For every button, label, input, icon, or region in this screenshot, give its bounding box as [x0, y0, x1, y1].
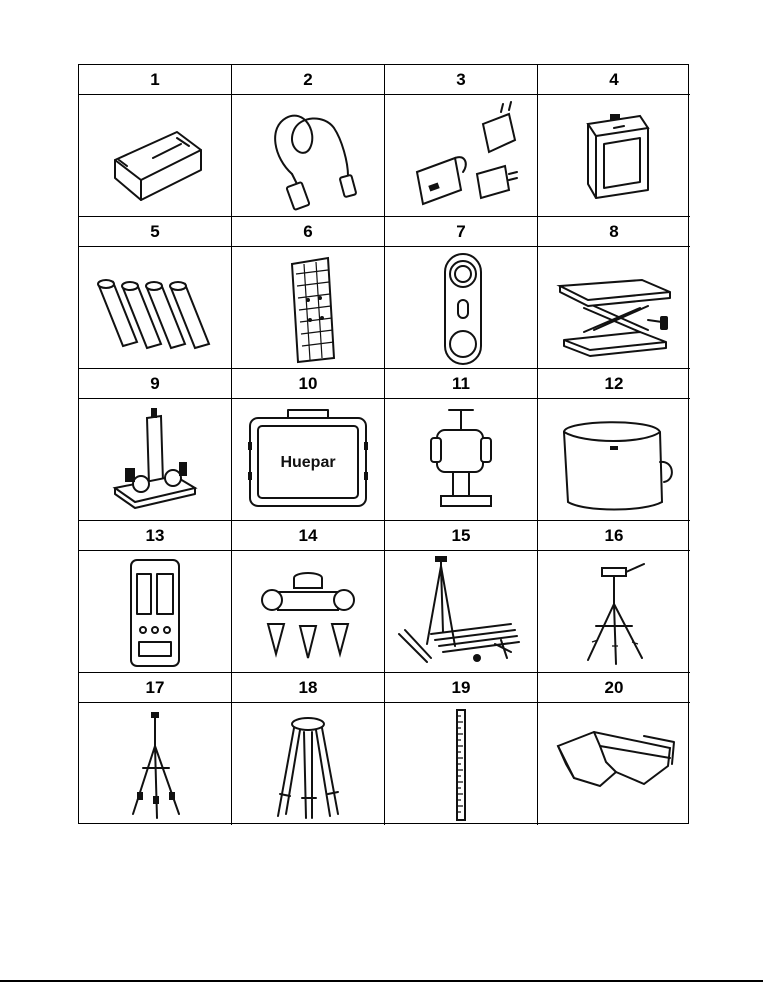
item-number-19: 19 [385, 673, 538, 703]
item-image-14 [232, 551, 385, 673]
item-number-20: 20 [538, 673, 690, 703]
item-image-2 [232, 95, 385, 217]
item-number-12: 12 [538, 369, 690, 399]
item-image-6 [232, 247, 385, 369]
item-image-9 [79, 399, 232, 521]
item-image-3 [385, 95, 538, 217]
soft-pouch-icon [544, 402, 684, 518]
item-number-1: 1 [79, 65, 232, 95]
item-number-14: 14 [232, 521, 385, 551]
item-image-16 [538, 551, 690, 673]
item-number-6: 6 [232, 217, 385, 247]
item-number-13: 13 [79, 521, 232, 551]
item-number-5: 5 [79, 217, 232, 247]
item-image-7 [385, 247, 538, 369]
item-image-4 [538, 95, 690, 217]
item-number-9: 9 [79, 369, 232, 399]
aa-batteries-icon [85, 250, 225, 366]
camera-tripod-icon [544, 554, 684, 670]
item-number-18: 18 [232, 673, 385, 703]
item-number-10: 10 [232, 369, 385, 399]
item-number-17: 17 [79, 673, 232, 703]
ceiling-mount-icon [391, 402, 531, 518]
hard-case-icon [238, 402, 378, 518]
item-number-3: 3 [385, 65, 538, 95]
item-image-15 [385, 551, 538, 673]
lifting-platform-icon [544, 250, 684, 366]
measuring-rod-icon [391, 706, 531, 822]
item-number-7: 7 [385, 217, 538, 247]
item-image-12 [538, 399, 690, 521]
target-plate-icon [238, 250, 378, 366]
item-image-11 [385, 399, 538, 521]
item-image-10 [232, 399, 385, 521]
battery-box-icon [544, 98, 684, 214]
pole-kit-icon [391, 554, 531, 670]
item-image-5 [79, 247, 232, 369]
item-number-11: 11 [385, 369, 538, 399]
item-number-8: 8 [538, 217, 690, 247]
item-image-13 [79, 551, 232, 673]
item-number-2: 2 [232, 65, 385, 95]
survey-tripod-icon [238, 706, 378, 822]
item-number-4: 4 [538, 65, 690, 95]
brand-logo: Huepar [280, 453, 336, 471]
item-number-15: 15 [385, 521, 538, 551]
usb-cable-icon [238, 98, 378, 214]
elevating-tripod-icon [85, 706, 225, 822]
item-image-20 [538, 703, 690, 825]
item-image-17 [79, 703, 232, 825]
safety-glasses-icon [544, 706, 684, 822]
item-image-8 [538, 247, 690, 369]
accessories-table [78, 64, 689, 824]
charger-adapters-icon [391, 98, 531, 214]
wall-mount-bracket-icon [85, 402, 225, 518]
item-image-1 [79, 95, 232, 217]
rotating-base-icon [238, 554, 378, 670]
item-number-16: 16 [538, 521, 690, 551]
battery-pack-icon [85, 98, 225, 214]
item-image-18 [232, 703, 385, 825]
remote-control-icon [391, 250, 531, 366]
item-image-19 [385, 703, 538, 825]
laser-receiver-icon [85, 554, 225, 670]
page-bottom-rule [0, 980, 763, 982]
